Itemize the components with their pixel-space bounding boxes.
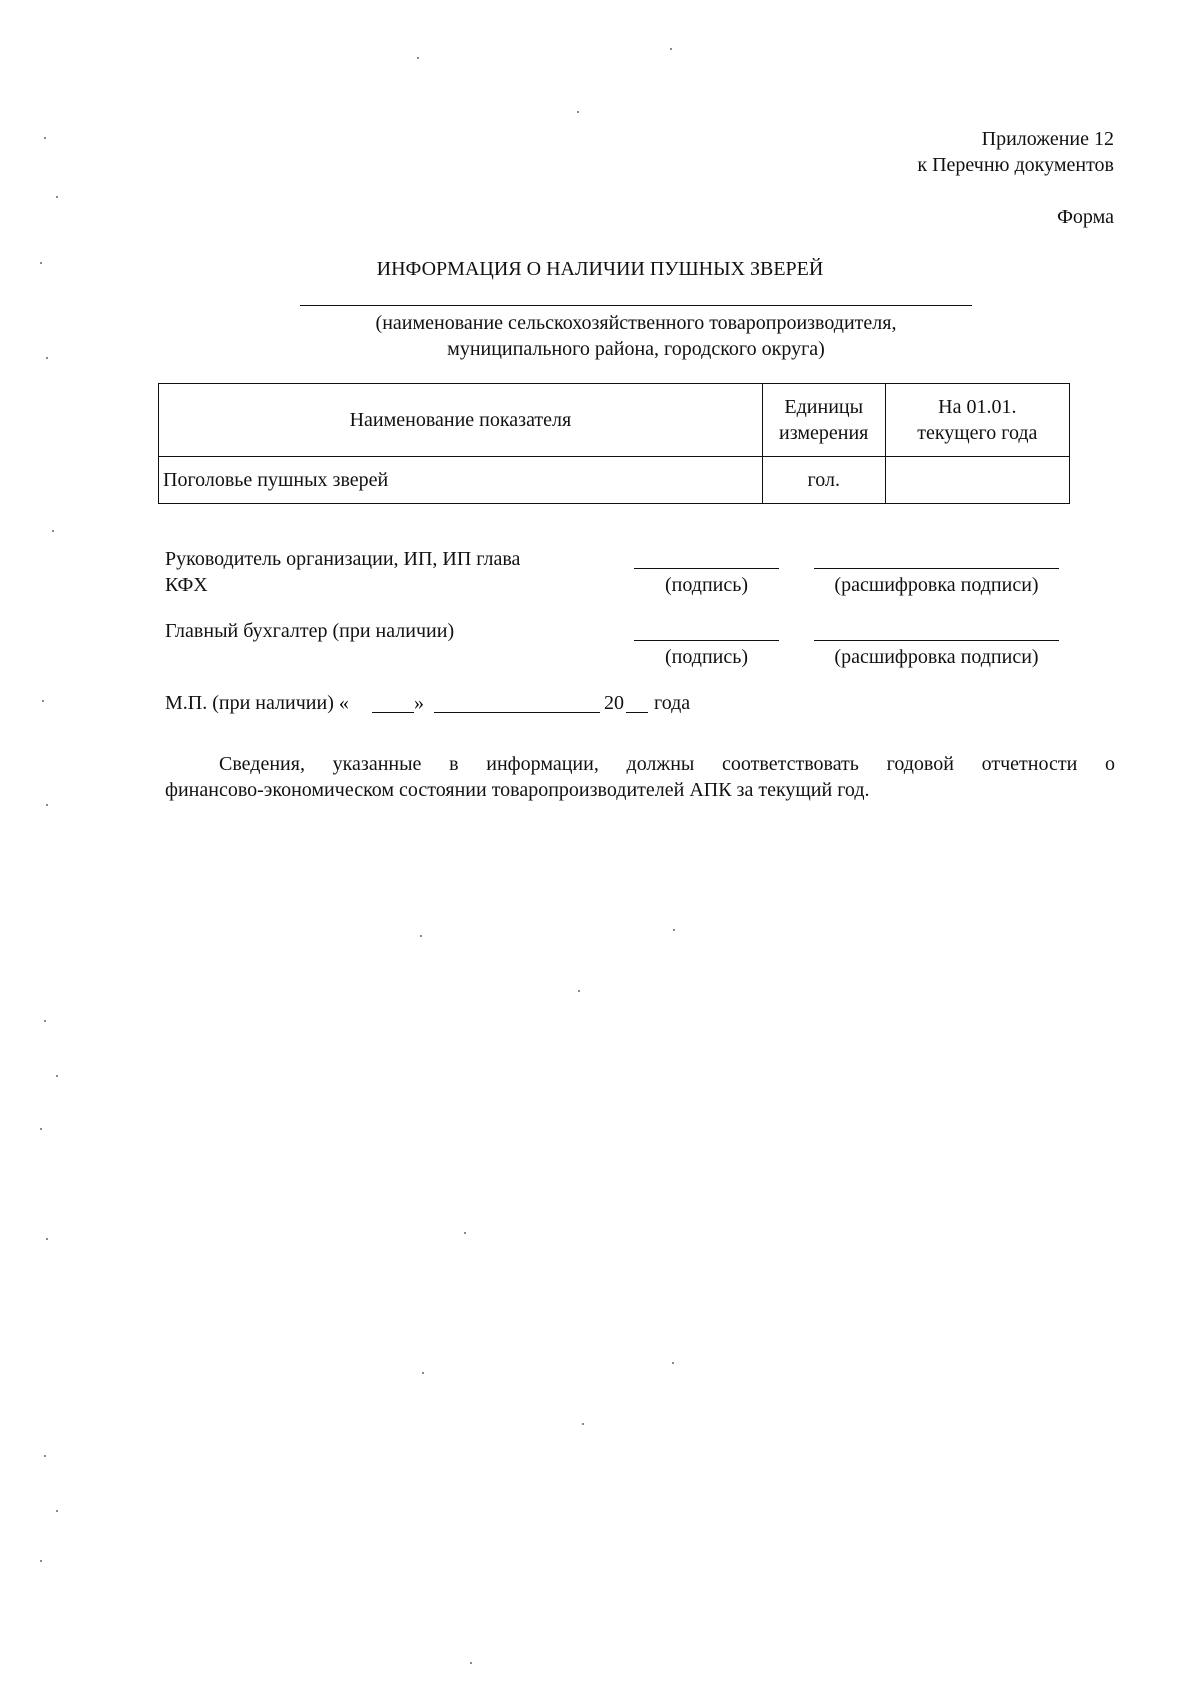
accountant-signature-caption: (подпись)	[664, 646, 749, 668]
indicator-table	[158, 383, 1070, 504]
cell-indicator: Поголовье пушных зверей	[159, 457, 763, 504]
scan-speck	[56, 196, 58, 198]
scan-speck	[464, 1232, 466, 1234]
table-row	[159, 457, 1070, 504]
date-month-line[interactable]	[434, 712, 600, 713]
scan-speck	[672, 1362, 674, 1364]
scan-speck	[52, 530, 54, 532]
scan-speck	[44, 1455, 46, 1457]
stamp-date-prefix: М.П. (при наличии) «	[165, 692, 349, 714]
document-title: ИНФОРМАЦИЯ О НАЛИЧИИ ПУШНЫХ ЗВЕРЕЙ	[376, 258, 824, 280]
scan-speck	[40, 262, 42, 264]
scan-speck	[44, 137, 46, 139]
appendix-number: Приложение 12	[981, 128, 1114, 150]
scan-speck	[56, 1075, 58, 1077]
table-header-row	[159, 384, 1070, 457]
head-decoding-line[interactable]	[814, 568, 1059, 569]
scan-speck	[673, 929, 675, 931]
column-header-date: На 01.01. текущего года	[885, 384, 1069, 457]
note-line2: финансово-экономическом состоянии товаропроизводителей АПК за текущий год.	[165, 779, 870, 801]
scan-speck	[42, 700, 44, 702]
cell-unit: гол.	[762, 457, 885, 504]
cell-value[interactable]	[885, 457, 1069, 504]
scan-speck	[470, 1662, 472, 1664]
accountant-decoding-caption: (расшифровка подписи)	[834, 646, 1039, 668]
column-header-unit: Единицы измерения	[762, 384, 885, 457]
scan-speck	[577, 111, 579, 113]
scan-speck	[56, 1510, 58, 1512]
stamp-date-year-prefix: 20	[604, 692, 624, 714]
appendix-reference: к Перечню документов	[917, 154, 1114, 176]
accountant-label: Главный бухгалтер (при наличии)	[165, 620, 455, 642]
form-label: Форма	[1057, 206, 1114, 228]
scan-speck	[46, 357, 48, 359]
scan-speck	[44, 1020, 46, 1022]
date-day-line[interactable]	[372, 712, 414, 713]
scan-speck	[422, 1372, 424, 1374]
accountant-decoding-line[interactable]	[814, 640, 1059, 641]
head-label-line1: Руководитель организации, ИП, ИП глава	[165, 548, 521, 570]
producer-caption-line1: (наименование сельскохозяйственного товаропроизводителя,	[375, 312, 897, 334]
accountant-signature-line[interactable]	[634, 640, 779, 641]
note-line1: Сведения, указанные в информации, должны соответствовать годовой отчетности о	[219, 753, 1115, 775]
scan-speck	[417, 57, 419, 59]
head-label-line2: КФХ	[165, 574, 208, 596]
head-decoding-caption: (расшифровка подписи)	[834, 574, 1039, 596]
head-signature-line[interactable]	[634, 568, 779, 569]
scan-speck	[420, 935, 422, 937]
scan-speck	[40, 1560, 42, 1562]
column-header-indicator: Наименование показателя	[159, 384, 763, 457]
producer-name-line	[300, 305, 972, 306]
scan-speck	[40, 1128, 42, 1130]
stamp-date-year-suffix: года	[654, 692, 691, 714]
scan-speck	[670, 48, 672, 50]
scan-speck	[46, 1238, 48, 1240]
stamp-date-close-quote: »	[414, 692, 424, 714]
scan-speck	[582, 1423, 584, 1425]
producer-caption-line2: муниципального района, городского округа)	[447, 338, 825, 360]
head-signature-caption: (подпись)	[664, 574, 749, 596]
date-year-line[interactable]	[626, 712, 648, 713]
scan-speck	[46, 804, 48, 806]
scan-speck	[578, 990, 580, 992]
